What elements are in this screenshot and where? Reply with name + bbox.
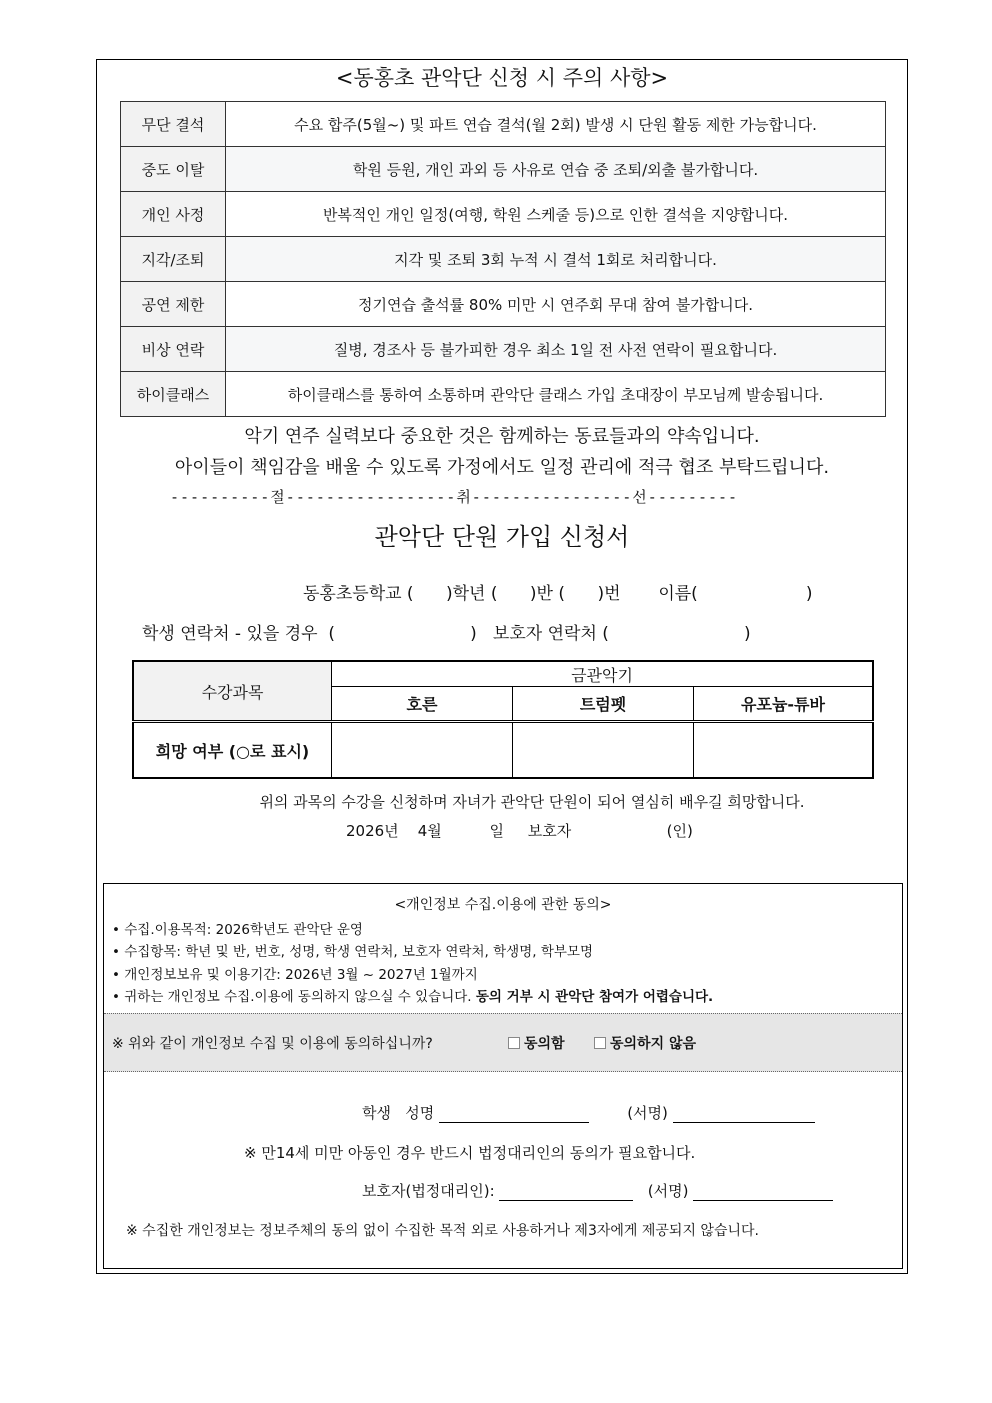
rule-row bbox=[121, 102, 886, 147]
notice-title: <동홍초 관악단 신청 시 주의 사항> bbox=[335, 66, 669, 90]
rule-value: 하이클래스를 통하여 소통하며 관악단 클래스 가입 초대장이 부모님께 발송됩니다. bbox=[226, 372, 886, 417]
rule-key: 지각/조퇴 bbox=[121, 237, 226, 282]
rule-row bbox=[121, 192, 886, 237]
school-line[interactable]: 동홍초등학교 ( )학년 ( )반 ( )번 이름( ) bbox=[303, 584, 813, 604]
rule-key: 중도 이탈 bbox=[121, 147, 226, 192]
instrument-horn: 호른 bbox=[332, 687, 513, 722]
consent-item: • 수집항목: 학년 및 반, 번호, 성명, 학생 연락처, 보호자 연락처, 학생명, 학부모명 bbox=[112, 944, 593, 960]
sign-label: (서명) bbox=[647, 1182, 689, 1200]
rule-row bbox=[121, 327, 886, 372]
rule-value: 지각 및 조퇴 3회 누적 시 결석 1회로 처리합니다. bbox=[226, 237, 886, 282]
rule-key: 공연 제한 bbox=[121, 282, 226, 327]
guardian-name-field[interactable] bbox=[499, 1184, 633, 1201]
rules-table bbox=[120, 101, 886, 417]
form-title: 관악단 단원 가입 신청서 bbox=[374, 523, 630, 551]
rule-key: 비상 연락 bbox=[121, 327, 226, 372]
cut-line: ----------절-----------------취----------------선--------- bbox=[170, 488, 739, 506]
message-1: 악기 연주 실력보다 중요한 것은 함께하는 동료들과의 약속입니다. bbox=[244, 426, 760, 447]
consent-item: • 개인정보보유 및 이용기간: 2026년 3월 ~ 2027년 1월까지 bbox=[112, 967, 478, 983]
rule-value: 반복적인 개인 일정(여행, 학원 스케줄 등)으로 인한 결석을 지양합니다. bbox=[226, 192, 886, 237]
rule-value: 정기연습 출석률 80% 미만 시 연주회 무대 참여 불가합니다. bbox=[226, 282, 886, 327]
guardian-label: 보호자(법정대리인): bbox=[362, 1182, 495, 1200]
student-name-label: 학생 성명 bbox=[362, 1104, 435, 1122]
consent-title: <개인정보 수집.이용에 관한 동의> bbox=[394, 897, 612, 913]
instrument-group: 금관악기 bbox=[332, 661, 874, 687]
consent-item: • 귀하는 개인정보 수집.이용에 동의하지 않으실 수 있습니다. 동의 거부 시 관악단 참여가 어렵습니다. bbox=[112, 989, 714, 1005]
checkbox-icon[interactable] bbox=[508, 1037, 520, 1049]
wish-tuba-cell[interactable] bbox=[694, 722, 874, 779]
minor-note: ※ 만14세 미만 아동인 경우 반드시 법정대리인의 동의가 필요합니다. bbox=[244, 1144, 696, 1162]
guardian-sign-field[interactable] bbox=[693, 1184, 833, 1201]
disagree-option[interactable]: 동의하지 않음 bbox=[594, 1033, 696, 1053]
instrument-trumpet: 트럼펫 bbox=[513, 687, 694, 722]
rule-value: 학원 등원, 개인 과외 등 사유로 연습 중 조퇴/외출 불가합니다. bbox=[226, 147, 886, 192]
student-sign-field[interactable] bbox=[673, 1106, 815, 1123]
rule-key: 무단 결석 bbox=[121, 102, 226, 147]
date-line[interactable]: 2026년 4월 일 보호자 (인) bbox=[346, 822, 693, 840]
rule-row bbox=[121, 372, 886, 417]
rule-row bbox=[121, 147, 886, 192]
refuse-note: 동의 거부 시 관악단 참여가 어렵습니다. bbox=[475, 989, 714, 1005]
rule-row bbox=[121, 282, 886, 327]
agree-option[interactable]: 동의함 bbox=[508, 1033, 565, 1053]
wish-horn-cell[interactable] bbox=[332, 722, 513, 779]
student-name-field[interactable] bbox=[439, 1106, 589, 1123]
checkbox-icon[interactable] bbox=[594, 1037, 606, 1049]
wish-label: 희망 여부 (○로 표시) bbox=[133, 722, 332, 779]
message-2: 아이들이 책임감을 배울 수 있도록 가정에서도 일정 관리에 적극 협조 부탁드립니다. bbox=[174, 457, 830, 478]
rule-key: 하이클래스 bbox=[121, 372, 226, 417]
instrument-euphonium-tuba: 유포늄-튜바 bbox=[694, 687, 874, 722]
course-table bbox=[132, 660, 874, 779]
rule-key: 개인 사정 bbox=[121, 192, 226, 237]
consent-item: • 수집.이용목적: 2026학년도 관악단 운영 bbox=[112, 922, 363, 938]
sign-label: (서명) bbox=[627, 1104, 668, 1122]
consent-box bbox=[103, 883, 903, 1269]
statement: 위의 과목의 수강을 신청하며 자녀가 관악단 단원이 되어 열심히 배우길 희망합니다. bbox=[259, 793, 805, 811]
rule-row bbox=[121, 237, 886, 282]
contact-line[interactable]: 학생 연락처 - 있을 경우 ( ) 보호자 연락처 ( ) bbox=[142, 624, 751, 644]
rule-value: 수요 합주(5월~) 및 파트 연습 결석(월 2회) 발생 시 단원 활동 제한 가능합니다. bbox=[226, 102, 886, 147]
rule-value: 질병, 경조사 등 불가피한 경우 최소 1일 전 사전 연락이 필요합니다. bbox=[226, 327, 886, 372]
footer-note: ※ 수집한 개인정보는 정보주체의 동의 없이 수집한 목적 외로 사용하거나 제3자에게 제공되지 않습니다. bbox=[126, 1223, 759, 1239]
consent-question: ※ 위와 같이 개인정보 수집 및 이용에 동의하십니까? bbox=[112, 1036, 433, 1052]
wish-trumpet-cell[interactable] bbox=[513, 722, 694, 779]
consent-question-band bbox=[104, 1013, 902, 1072]
course-label: 수강과목 bbox=[133, 661, 332, 722]
